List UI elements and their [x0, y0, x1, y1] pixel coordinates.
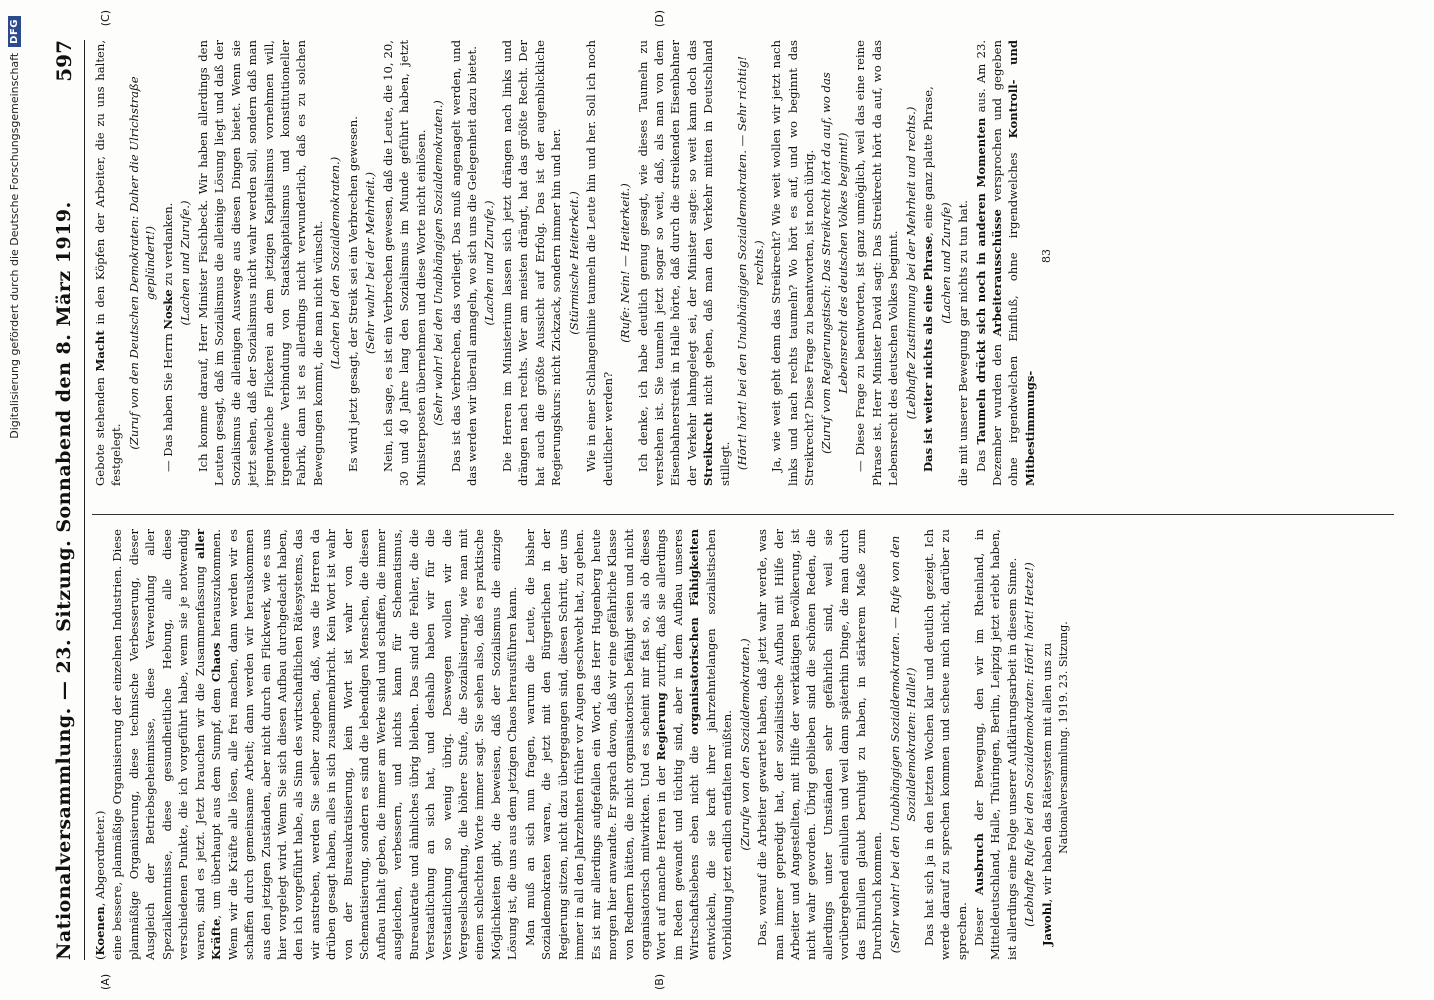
dfg-logo: DFG — [8, 16, 21, 47]
right-column-paragraph: (Rufe: Nein! — Heiterkeit.) — [618, 183, 633, 343]
right-column-paragraph: 83 — [1040, 249, 1054, 263]
digitization-stamp — [0, 0, 28, 1000]
left-column-paragraph: Jawohl, wir haben das Rätesystem mit allen uns zu — [1039, 642, 1054, 946]
left-column — [92, 514, 1394, 990]
margin-marker-c: (C) — [99, 10, 112, 27]
left-column-paragraph: Das, worauf die Arbeiter gewartet haben, daß jetzt wahr werde, was man immer gepredigt hat, der sozialistische Aufbau mit Hilfe der Arbeiter und Angestellten, mit Hilfe der werktätigen Bevölkerung, ist nicht wahr geworden. Übrig geblieben sind die schönen Reden, die allerdings unter Umständen sehr gefährlich sind, weil sie vorübergehend einlullen und weil dann späterhin Dinge, die man durch das Einlullen glaubt beruhigt zu haben, in stärkerem Maße zum Durchbruch kommen. — [755, 529, 885, 960]
right-column-paragraph: (Stürmische Heiterkeit.) — [566, 191, 581, 335]
left-column-paragraph: Das hat sich ja in den letzten Wochen klar und deutlich gezeigt. Ich werde darauf zu sprechen kommen und scheue mich nicht, darüber zu sprechen. — [921, 529, 969, 960]
right-column-paragraph: Es wird jetzt gesagt, der Streik sei ein Verbrechen gewesen. — [345, 116, 360, 472]
margin-marker-a: (A) — [99, 973, 112, 990]
right-column-paragraph: (Lachen und Zurufe.) — [482, 200, 497, 326]
right-column-paragraph: Wie in einer Schlangenlinie taumeln die Leute hin und her. Soll ich noch deutlicher werden? — [584, 40, 615, 486]
right-column-paragraph: Ja, wie weit geht denn das Streikrecht? Wie weit wollen wir jetzt nach links und nach rechts taumeln? Wo hört es auf, und wo beginnt das Streikrecht? Diese Frage zu beantworten, ist noch übrig. — [769, 40, 817, 486]
margin-marker-d: (D) — [653, 10, 666, 28]
text-columns — [92, 10, 1394, 990]
right-column-paragraph: Ich komme darauf, Herr Minister Fischbeck. Wir haben allerdings den Leuten gesagt, daß im Sozialismus die alleinige Lösung liegt und daß der Sozialismus die alleinigen Auswege aus diesen Dingen bietet. Wenn sie jetzt sehen, daß der Sozialismus nicht wahr werden soll, sondern daß man irgendwelche Flickerei an dem jetzigen Kapitalismus vornehmen will, irgendeine Verbindung von Staatskapitalismus und konstitutioneller Fabrik, dann ist es allerdings nicht verwunderlich, daß es zu solchen Bewegungen kommt, die man nicht wünscht. — [195, 40, 325, 486]
left-column-paragraph: (Lebhafte Rufe bei den Sozialdemokraten: Hört! hört! Hetze!) — [1022, 562, 1037, 927]
right-column-paragraph: Nein, ich sage, es ist ein Verbrechen gewesen, daß die Leute, die 10, 20, 30 und 40 Jahre lang den Sozialismus im Munde geführt haben, jetzt Ministerposten übernehmen und diese Worte nicht einlösen. — [380, 40, 428, 486]
right-column-paragraph: Die Herren im Ministerium lassen sich jetzt drängen nach links und drängen nach rechts. Wer am meisten drängt, hat das größte Recht. Der hat auch die größte Aussicht auf Erfolg. Das ist der augenblickliche Regierungskurs: nicht Zickzack, sondern immer hin und her. — [499, 40, 564, 486]
right-column-paragraph: (Lebhafte Zustimmung bei der Mehrheit und rechts.) — [903, 106, 918, 420]
page-header — [44, 40, 85, 960]
margin-marker-b: (B) — [653, 973, 666, 990]
page-title: Nationalversammlung. — 23. Sitzung. Sonnabend den 8. März 1919. — [53, 201, 75, 960]
stamp-text: Digitalisierung gefördert durch die Deutsche Forschungsgemeinschaft — [7, 52, 21, 439]
right-column-paragraph: (Hört! hört! bei den Unabhängigen Sozialdemokraten. — Sehr richtig! rechts.) — [735, 55, 766, 471]
right-column-paragraph: Das ist das Verbrechen, das vorliegt. Das muß angenagelt werden, und das werden wir überall annageln, wo sich uns die Gelegenheit dazu bietet. — [448, 40, 479, 486]
right-column-paragraph: Ich denke, ich habe deutlich genug gesagt, wie dieses Taumeln zu verstehen ist. Sie taumeln jetzt sogar so weit, daß, als man von dem Eisenbahnerstreik in Halle hörte, daß durch die streikenden Eisenbahner der Verkehr lahmgelegt sei, der Minister sagte: so weit kann doch das Streikrecht nicht gehen, daß man den Verkehr mitten in Deutschland stillegt. — [635, 40, 732, 486]
left-column-paragraph: Man muß an sich nun fragen, warum die Leute, die bisher Sozialdemokraten waren, die jetzt mit den Bürgerlichen in der Regierung sitzen, nicht dazu übergegangen sind, diesen Schritt, der uns immer in all den Jahrzehnten früher vor Augen geschwebt hat, zu gehen. Es ist mir allerdings aufgefallen ein Wort, das Herr Hugenberg heute morgen hier anwandte. Er sprach davon, daß wir eine gefährliche Klasse von Rednern hätten, die nicht organisatorisch befähigt seien und nicht organisatorisch mitwirkten. Und es scheint mir fast so, als ob dieses Wort auf manche Herren in der Regierung zutrifft, daß sie allerdings im Reden gewandt und tüchtig sind, aber in dem Aufbau unseres Wirtschaftslebens eben nicht die organisatorischen Fähigkeiten entwickeln, die sie kraft ihrer jahrzehntelangen sozialistischen Vorbildung jetzt endlich entfalten müßten. — [522, 528, 735, 960]
left-column-paragraph: Dieser Ausbruch der Bewegung, den wir im Rheinland, in Mitteldeutschland, Halle, Thüringen, Berlin, Leipzig jetzt erlebt haben, ist allerdings eine Folge unserer Aufklärungsarbeit in diesem Sinne. — [972, 529, 1019, 960]
right-column — [92, 10, 1394, 486]
right-column-paragraph: (Sehr wahr! bei der Mehrheit.) — [363, 171, 378, 355]
right-column-paragraph: (Lachen und Zurufe.) — [178, 200, 193, 326]
right-column-paragraph: Das Taumeln drückt sich noch in anderen Momenten aus. Am 23. Dezember wurden den Arbeiterausschüsse versprochen und gegeben ohne irgendwelchen Einfluß, ohne irgendwelches Kontroll- und Mitbestimmungs- — [973, 39, 1037, 486]
right-column-paragraph: (Lachen und Zurufe) — [938, 202, 953, 324]
right-column-paragraph: die mit unserer Bewegung gar nichts zu tun hat. — [956, 200, 971, 486]
right-column-paragraph: (Zuruf von den Deutschen Demokraten: Daher die Ulrichstraße geplündert!) — [126, 76, 158, 450]
left-column-paragraph: (Zurufe von den Sozialdemokraten.) — [737, 638, 752, 851]
right-column-paragraph: (Sehr wahr! bei den Unabhängigen Sozialdemokraten.) — [431, 100, 446, 426]
right-column-paragraph: Das ist weiter nichts als eine Phrase, eine ganz platte Phrase, — [921, 86, 936, 472]
right-column-paragraph: (Zuruf vom Regierungstisch: Das Streikrecht hört da auf, wo das Lebensrecht des deutschen Volkes beginnt!) — [819, 72, 850, 454]
right-column-paragraph: — Diese Frage zu beantworten, ist ganz unmöglich, weil das eine reine Phrase ist. Herr Minister David sagt: Das Streikrecht hört da auf, wo das Lebensrecht des deutschen Volkes beginnt. — [853, 40, 901, 486]
right-column-paragraph: Gebote stehenden Macht in den Köpfen der Arbeiter, die zu uns halten, festgelegt. — [93, 39, 124, 486]
left-column-paragraph: (Koenen, Abgeordneter.) — [93, 810, 107, 960]
left-column-paragraph: Nationalversammlung. 1919. 23. Sitzung. — [1057, 621, 1071, 854]
right-column-paragraph: (Lachen bei den Sozialdemokraten.) — [328, 156, 343, 370]
right-column-paragraph: — Das haben Sie Herrn Noske zu verdanken. — [160, 202, 175, 472]
left-column-paragraph: eine bessere, planmäßige Organisierung der einzelnen Industrien. Diese planmäßige Organisierung, diese technische Verbesserung, dieser Ausgleich der Betriebsgeheimnisse, diese Verwendung aller Spezialkenntnisse, diese gesundheitliche Hebung, alle diese verschiedenen Punkte, die ich vorgeführt habe, wenn sie je notwendig waren, sind es jetzt. Jetzt brauchen wir die Zusammenfassung aller Kräfte, um überhaupt aus dem Sumpf, dem Chaos herauszukommen. Wenn wir die Kräfte alle lösen, alle frei machen, dann werden wir es schaffen durch gemeinsame Arbeit; dann werden wir herauskommen aus den jetzigen Zuständen, aber nicht durch ein Flickwerk, wie es uns hier vorgelegt wird. Wenn Sie sich diesen Aufbau durchgedacht haben, den ich vorgeführt habe, als Sinn des wirtschaftlichen Rätesystems, das wir anstreben, werden Sie selber zugeben, daß, was die Herren da drüben gesagt haben, alles in sich zusammenbricht. Kein Wort ist wahr von der Bureaukratisierung, kein Wort ist wahr von der Schematisierung, sondern es sind die lebendigen Menschen, die diesen Aufbau Inhalt geben, die immer am Werke sind und schaffen, die immer ausgleichen, verbessern, und nichts kann für Schematismus, Bureaukratie und ähnliches übrig bleiben. Das sind die Fehler, die die Verstaatlichung an sich hat, und deshalb haben wir für die Verstaatlichung so wenig übrig. Deswegen wollen wir die Vergesellschaftung, die höhere Stufe, die Sozialisierung, wie man mit einem schlechten Worte immer sagt. Sie sehen also, daß es praktische Möglichkeiten gibt, die beweisen, daß der Sozialismus die einzige Lösung ist, die uns aus dem jetzigen Chaos herausführen kann. — [110, 529, 520, 960]
page-number: 597 — [52, 40, 76, 82]
left-column-paragraph: (Sehr wahr! bei den Unabhängigen Sozialdemokraten. — Rufe von den Sozialdemokraten: Halle!) — [887, 535, 919, 954]
